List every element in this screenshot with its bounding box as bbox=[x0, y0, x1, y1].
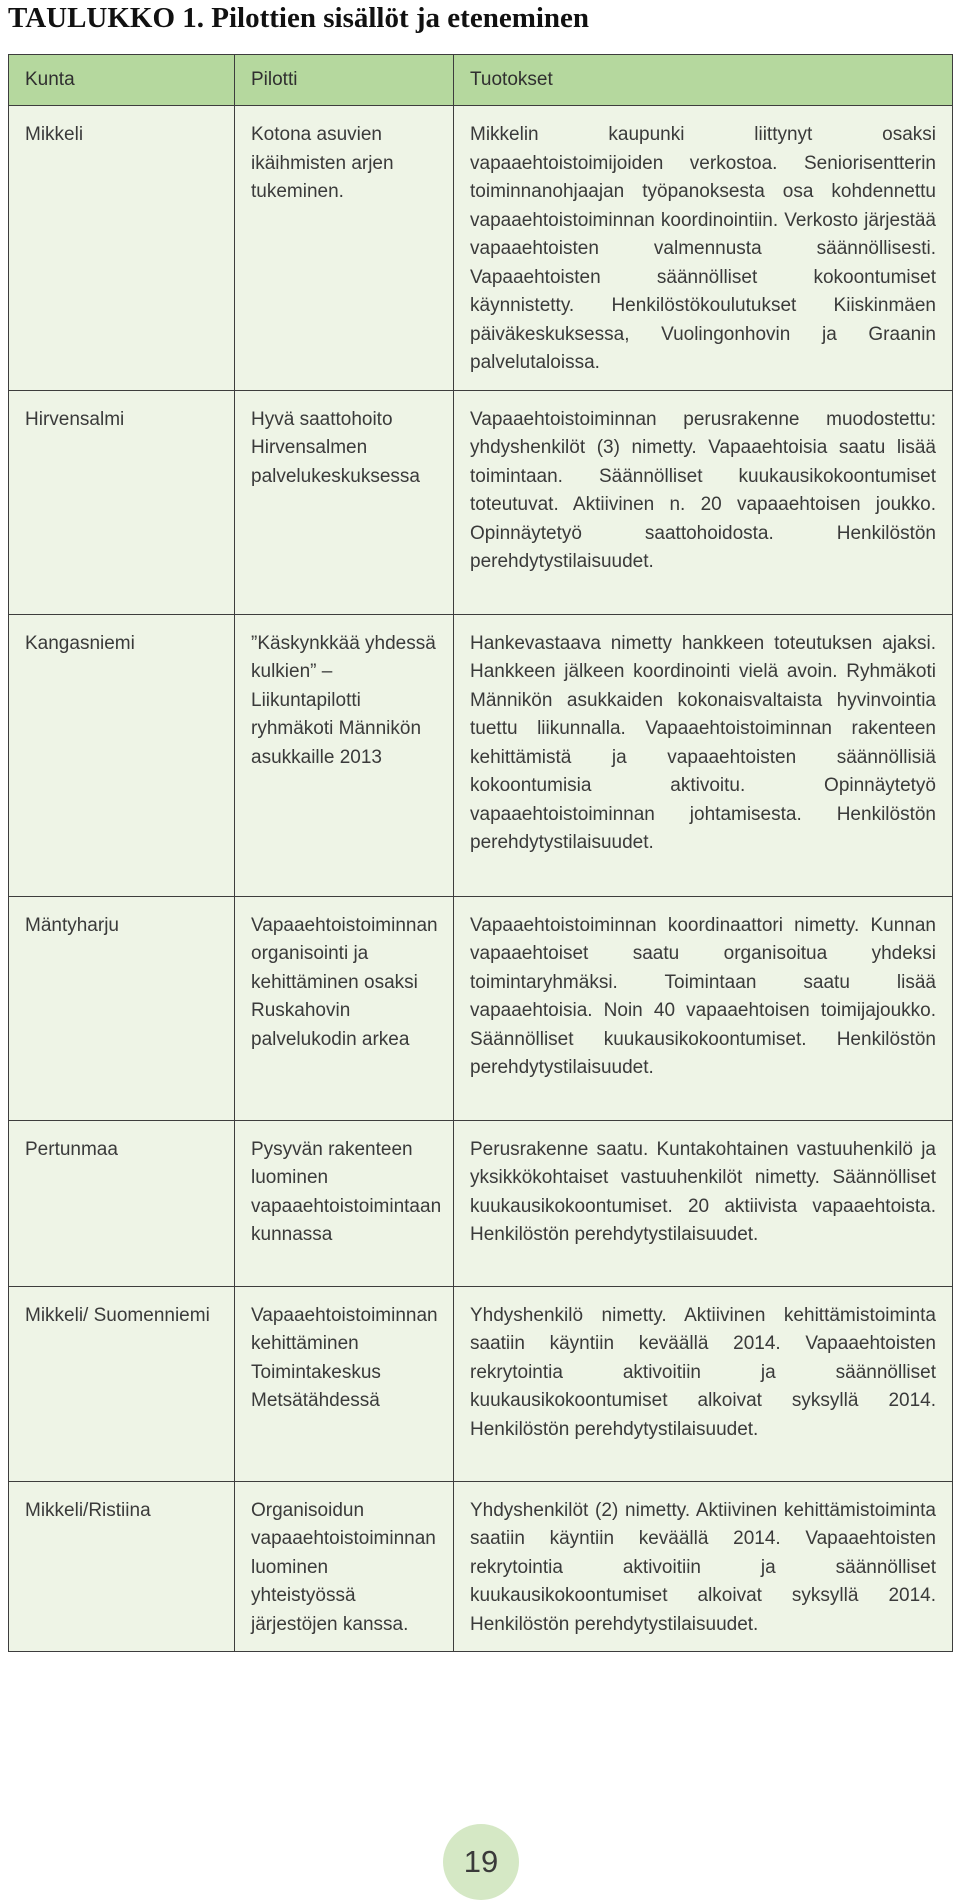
cell-tuotokset: Yhdyshenkilö nimetty. Aktiivinen kehittämistoiminta saatiin käyntiin keväällä 2014. Vapaaehtoisten rekrytointia aktivoitiin ja säännölliset kuukausikokoontumiset alkoivat syksyllä 2014. Henkilöstön perehdytystilaisuudet. bbox=[454, 1286, 953, 1481]
cell-tuotokset: Vapaaehtoistoiminnan perusrakenne muodostettu: yhdyshenkilöt (3) nimetty. Vapaaehtoisia saatu lisää toimintaan. Säännölliset kuukausikokoontumiset toteutuvat. Aktiivinen n. 20 vapaaehtoisen joukko. Opinnäytetyö saattohoidosta. Henkilöstön perehdytystilaisuudet. bbox=[454, 390, 953, 614]
cell-pilotti: Kotona asuvien ikäihmisten arjen tukeminen. bbox=[235, 106, 454, 391]
page-number-badge bbox=[443, 1824, 519, 1900]
table-row bbox=[9, 1481, 953, 1652]
table-title: TAULUKKO 1. Pilottien sisällöt ja eteneminen bbox=[8, 2, 590, 34]
cell-tuotokset: Yhdyshenkilöt (2) nimetty. Aktiivinen kehittämistoiminta saatiin käyntiin keväällä 2014. Vapaaehtoisten rekrytointia aktivoitiin ja säännölliset kuukausikokoontumiset alkoivat syksyllä 2014. Henkilöstön perehdytystilaisuudet. bbox=[454, 1481, 953, 1652]
cell-pilotti: Hyvä saattohoito Hirvensalmen palvelukeskuksessa bbox=[235, 390, 454, 614]
column-header-kunta: Kunta bbox=[9, 55, 235, 106]
table-row bbox=[9, 1120, 953, 1286]
cell-kunta: Pertunmaa bbox=[9, 1120, 235, 1286]
cell-tuotokset: Perusrakenne saatu. Kuntakohtainen vastuuhenkilö ja yksikkökohtaiset vastuuhenkilöt nimetty. Säännölliset kuukausikokoontumiset. 20 aktiivista vapaaehtoista. Henkilöstön perehdytystilaisuudet. bbox=[454, 1120, 953, 1286]
pilot-table bbox=[8, 54, 953, 1652]
table-row bbox=[9, 896, 953, 1120]
cell-tuotokset: Vapaaehtoistoiminnan koordinaattori nimetty. Kunnan vapaaehtoiset saatu organisoitua yhdeksi toimintaryhmäksi. Toimintaan saatu lisää vapaaehtoisia. Noin 40 vapaaehtoisen toimijajoukko. Säännölliset kuukausikokoontumiset. Henkilöstön perehdytystilaisuudet. bbox=[454, 896, 953, 1120]
cell-kunta: Kangasniemi bbox=[9, 614, 235, 896]
cell-pilotti: ”Käskynkkää yhdessä kulkien” – Liikuntapilotti ryhmäkoti Männikön asukkaille 2013 bbox=[235, 614, 454, 896]
table-row bbox=[9, 390, 953, 614]
cell-pilotti: Organisoidun vapaaehtoistoiminnan luominen yhteistyössä järjestöjen kanssa. bbox=[235, 1481, 454, 1652]
column-header-pilotti: Pilotti bbox=[235, 55, 454, 106]
cell-kunta: Mikkeli/ Suomenniemi bbox=[9, 1286, 235, 1481]
cell-pilotti: Pysyvän rakenteen luominen vapaaehtoistoimintaan kunnassa bbox=[235, 1120, 454, 1286]
cell-tuotokset: Mikkelin kaupunki liittynyt osaksi vapaaehtoistoimijoiden verkostoa. Seniorisentterin toiminnanohjaajan työpanoksesta osa kohdennettu vapaaehtoistoiminnan koordinointiin. Verkosto järjestää vapaaehtoisten valmennusta säännöllisesti. Vapaaehtoisten säännölliset kokoontumiset käynnistetty. Henkilöstökoulutukset Kiiskinmäen päiväkeskuksessa, Vuolingonhovin ja Graanin palvelutaloissa. bbox=[454, 106, 953, 391]
page-number: 19 bbox=[463, 1844, 499, 1879]
cell-kunta: Mäntyharju bbox=[9, 896, 235, 1120]
cell-pilotti: Vapaaehtoistoiminnan kehittäminen Toimintakeskus Metsätähdessä bbox=[235, 1286, 454, 1481]
cell-pilotti: Vapaaehtoistoiminnan organisointi ja kehittäminen osaksi Ruskahovin palvelukodin arkea bbox=[235, 896, 454, 1120]
table-row bbox=[9, 106, 953, 391]
table-row bbox=[9, 614, 953, 896]
cell-kunta: Mikkeli/Ristiina bbox=[9, 1481, 235, 1652]
column-header-tuotokset: Tuotokset bbox=[454, 55, 953, 106]
cell-tuotokset: Hankevastaava nimetty hankkeen toteutuksen ajaksi. Hankkeen jälkeen koordinointi vielä avoin. Ryhmäkoti Männikön asukkaiden kokonaisvaltaista hyvinvointia tuettu liikunnalla. Vapaaehtoistoiminnan rakenteen kehittämistä ja vapaaehtoisten säännöllisiä kokoontumisia aktivoitu. Opinnäytetyö vapaaehtoistoiminnan johtamisesta. Henkilöstön perehdytystilaisuudet. bbox=[454, 614, 953, 896]
table-row bbox=[9, 1286, 953, 1481]
cell-kunta: Hirvensalmi bbox=[9, 390, 235, 614]
cell-kunta: Mikkeli bbox=[9, 106, 235, 391]
table-header-row bbox=[9, 55, 953, 106]
